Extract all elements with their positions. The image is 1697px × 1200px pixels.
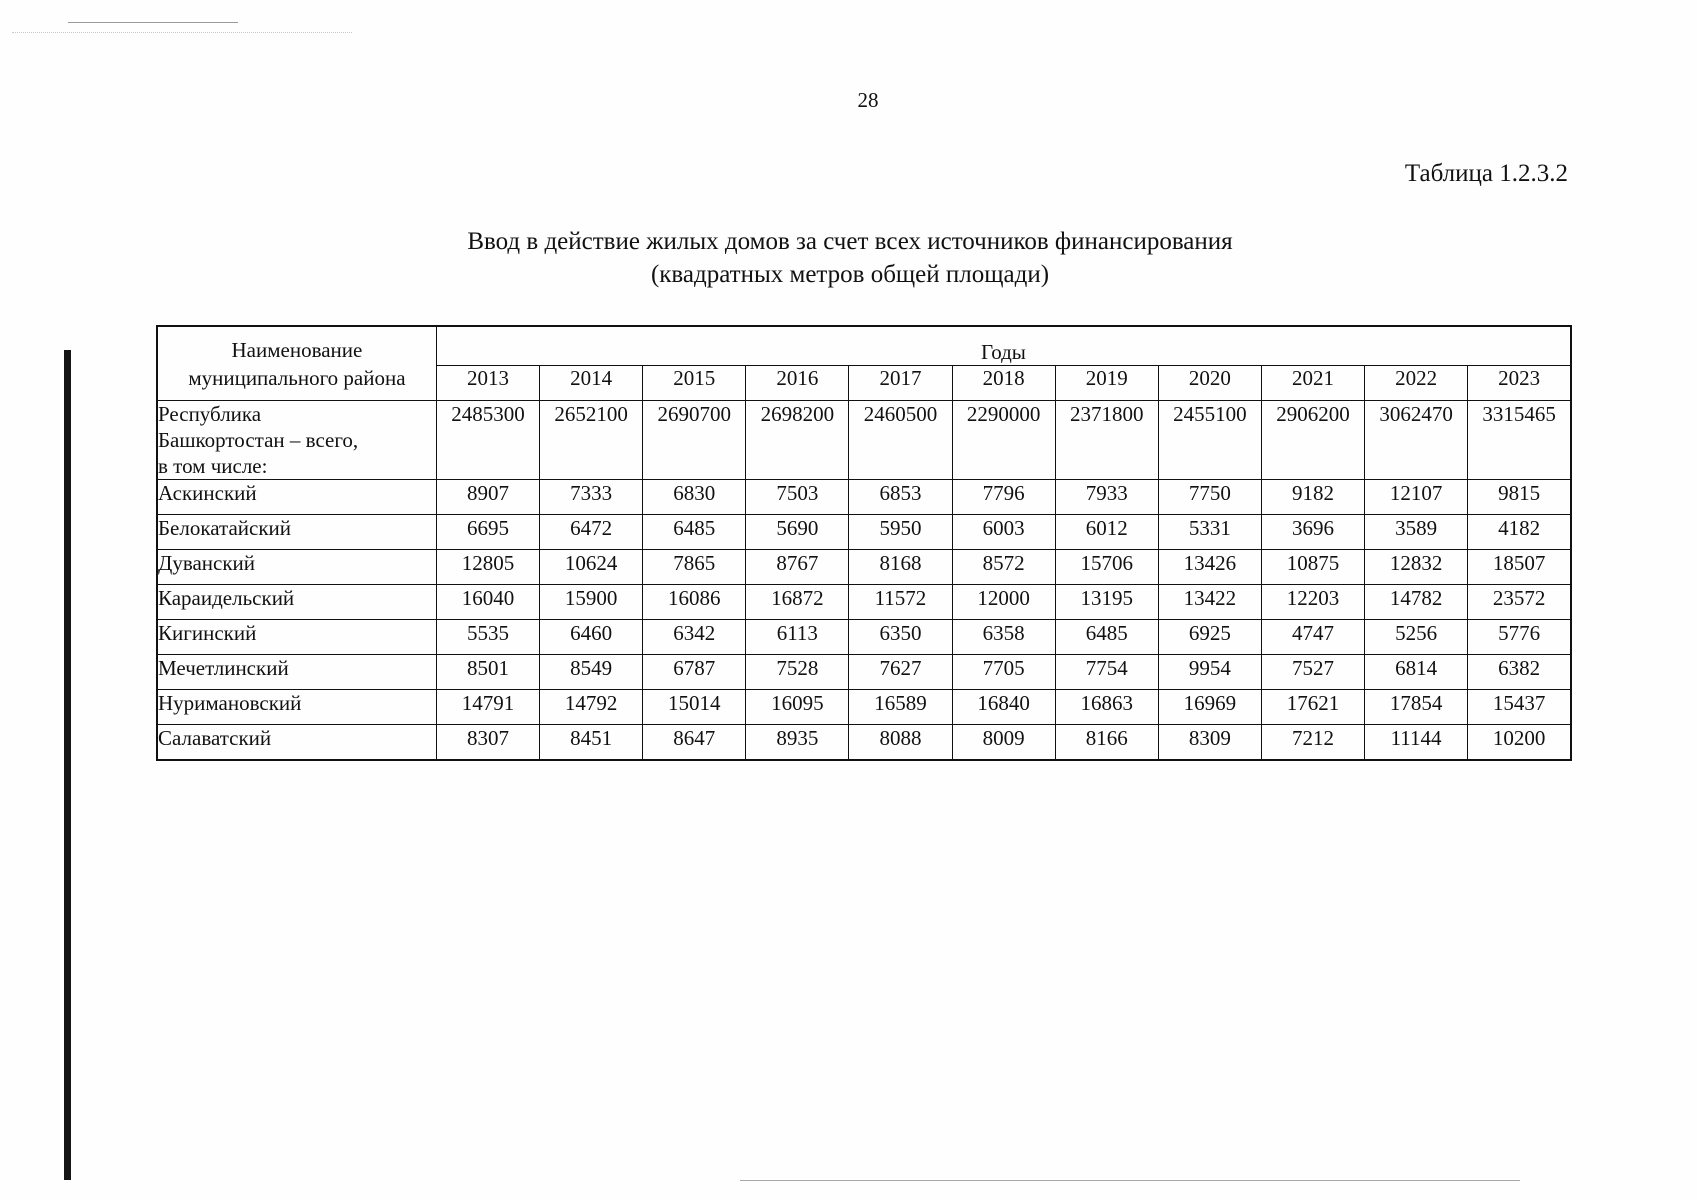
table-cell-value: 8907 [436,480,539,515]
table-cell-value: 11144 [1365,725,1468,761]
table-cell-value: 16589 [849,690,952,725]
table-cell-value: 8166 [1055,725,1158,761]
table-cell-value: 17621 [1261,690,1364,725]
table-cell-value: 16863 [1055,690,1158,725]
table-cell-value: 8501 [436,655,539,690]
table-cell-value: 11572 [849,585,952,620]
table-cell-value: 14792 [540,690,643,725]
table-row [157,550,1571,585]
table-cell-value: 17854 [1365,690,1468,725]
table-cell-value: 12000 [952,585,1055,620]
table-cell-value: 2906200 [1261,401,1364,480]
table-cell-value: 6358 [952,620,1055,655]
table-cell-value: 12832 [1365,550,1468,585]
table-cell-value: 16840 [952,690,1055,725]
year-header-2021: 2021 [1261,366,1364,401]
table-cell-value: 6460 [540,620,643,655]
table-cell-value: 2371800 [1055,401,1158,480]
table-cell-value: 3696 [1261,515,1364,550]
table-cell-value: 7503 [746,480,849,515]
table-cell-value: 2698200 [746,401,849,480]
table-cell-value: 5950 [849,515,952,550]
row-label-total-line: в том числе: [158,454,268,478]
table-cell-value: 15706 [1055,550,1158,585]
table-cell-value: 2460500 [849,401,952,480]
table-cell-value: 18507 [1468,550,1571,585]
year-header-2022: 2022 [1365,366,1468,401]
table-cell-value: 5331 [1158,515,1261,550]
year-header-2017: 2017 [849,366,952,401]
row-label: Белокатайский [157,515,436,550]
table-cell-value: 10875 [1261,550,1364,585]
table-cell-value: 8572 [952,550,1055,585]
table-cell-value: 6350 [849,620,952,655]
table-cell-value: 5535 [436,620,539,655]
table-cell-value: 2290000 [952,401,1055,480]
year-header-2019: 2019 [1055,366,1158,401]
table-cell-value: 5256 [1365,620,1468,655]
table-row [157,585,1571,620]
table-title-line-1: Ввод в действие жилых домов за счет всех источников финансирования [467,228,1233,255]
table-cell-value: 5776 [1468,620,1571,655]
scan-artifact-line [68,22,238,23]
table-cell-value: 8767 [746,550,849,585]
table-cell-value: 8307 [436,725,539,761]
table-cell-value: 2455100 [1158,401,1261,480]
table-cell-value: 6787 [643,655,746,690]
page-number: 28 [857,88,879,112]
year-header-2023: 2023 [1468,366,1571,401]
year-header-2018: 2018 [952,366,1055,401]
row-label: Дуванский [157,550,436,585]
table-cell-value: 6814 [1365,655,1468,690]
table-cell-value: 7705 [952,655,1055,690]
row-label: Караидельский [157,585,436,620]
table-cell-value: 3315465 [1468,401,1571,480]
table-cell-value: 7333 [540,480,643,515]
table-cell-value: 10200 [1468,725,1571,761]
table-cell-value: 7527 [1261,655,1364,690]
table-cell-value: 3589 [1365,515,1468,550]
table-row-total [157,401,1571,480]
row-label-total [157,401,436,480]
table-body [157,401,1571,761]
table-title [300,225,1400,291]
table-cell-value: 12805 [436,550,539,585]
table-cell-value: 6113 [746,620,849,655]
table-cell-value: 16872 [746,585,849,620]
table-cell-value: 4747 [1261,620,1364,655]
table-cell-value: 8088 [849,725,952,761]
table-cell-value: 9182 [1261,480,1364,515]
scan-artifact-dots [12,32,352,33]
table-cell-value: 5690 [746,515,849,550]
table-row [157,725,1571,761]
scan-binding-edge [64,350,71,1180]
table-cell-value: 14782 [1365,585,1468,620]
table-cell-value: 6830 [643,480,746,515]
row-label: Нуримановский [157,690,436,725]
year-header-2015: 2015 [643,366,746,401]
table-cell-value: 7528 [746,655,849,690]
table-cell-value: 8309 [1158,725,1261,761]
table-cell-value: 6012 [1055,515,1158,550]
years-header: Годы [436,326,1571,366]
year-header-2013: 2013 [436,366,539,401]
year-header-2020: 2020 [1158,366,1261,401]
table-cell-value: 16095 [746,690,849,725]
row-label: Салаватский [157,725,436,761]
table-cell-value: 10624 [540,550,643,585]
table-cell-value: 7865 [643,550,746,585]
table-cell-value: 9954 [1158,655,1261,690]
header-row-top [157,326,1571,366]
table-title-line-2: (квадратных метров общей площади) [650,261,1050,288]
table-cell-value: 7627 [849,655,952,690]
table-cell-value: 2690700 [643,401,746,480]
table-cell-value: 16040 [436,585,539,620]
table-cell-value: 6695 [436,515,539,550]
table-cell-value: 6382 [1468,655,1571,690]
table-cell-value: 6485 [1055,620,1158,655]
table-cell-value: 15900 [540,585,643,620]
table-cell-value: 7750 [1158,480,1261,515]
table-cell-value: 15014 [643,690,746,725]
table-cell-value: 8451 [540,725,643,761]
table-cell-value: 16969 [1158,690,1261,725]
housing-data-table [156,325,1572,761]
table-cell-value: 6342 [643,620,746,655]
table-label: Таблица 1.2.3.2 [1404,160,1568,187]
table-cell-value: 3062470 [1365,401,1468,480]
table-cell-value: 14791 [436,690,539,725]
table-cell-value: 13195 [1055,585,1158,620]
table-cell-value: 7796 [952,480,1055,515]
table-cell-value: 23572 [1468,585,1571,620]
table-cell-value: 8647 [643,725,746,761]
table-row [157,480,1571,515]
table-row [157,655,1571,690]
table-cell-value: 16086 [643,585,746,620]
row-label: Аскинский [157,480,436,515]
table-cell-value: 6925 [1158,620,1261,655]
row-label-total-line: Республика [158,402,262,426]
row-label: Кигинский [157,620,436,655]
table-cell-value: 12107 [1365,480,1468,515]
scan-artifact-line-bottom [740,1180,1520,1181]
table-cell-value: 6485 [643,515,746,550]
district-name-header [157,326,436,401]
table-cell-value: 8168 [849,550,952,585]
table-cell-value: 15437 [1468,690,1571,725]
year-header-2014: 2014 [540,366,643,401]
table-cell-value: 7212 [1261,725,1364,761]
table-cell-value: 8935 [746,725,849,761]
table-row [157,515,1571,550]
row-label: Мечетлинский [157,655,436,690]
table-cell-value: 2652100 [540,401,643,480]
table-cell-value: 13426 [1158,550,1261,585]
table-cell-value: 13422 [1158,585,1261,620]
table-row [157,620,1571,655]
table-cell-value: 2485300 [436,401,539,480]
table-cell-value: 6853 [849,480,952,515]
table-cell-value: 6003 [952,515,1055,550]
table-cell-value: 6472 [540,515,643,550]
table-cell-value: 8549 [540,655,643,690]
table-cell-value: 7933 [1055,480,1158,515]
table-cell-value: 7754 [1055,655,1158,690]
table-row [157,690,1571,725]
table-cell-value: 9815 [1468,480,1571,515]
district-name-header-line-2: муниципального района [188,365,406,390]
table-cell-value: 12203 [1261,585,1364,620]
year-header-2016: 2016 [746,366,849,401]
row-label-total-line: Башкортостан – всего, [158,428,359,452]
district-name-header-line-1: Наименование [231,337,363,362]
table-cell-value: 4182 [1468,515,1571,550]
table-cell-value: 8009 [952,725,1055,761]
